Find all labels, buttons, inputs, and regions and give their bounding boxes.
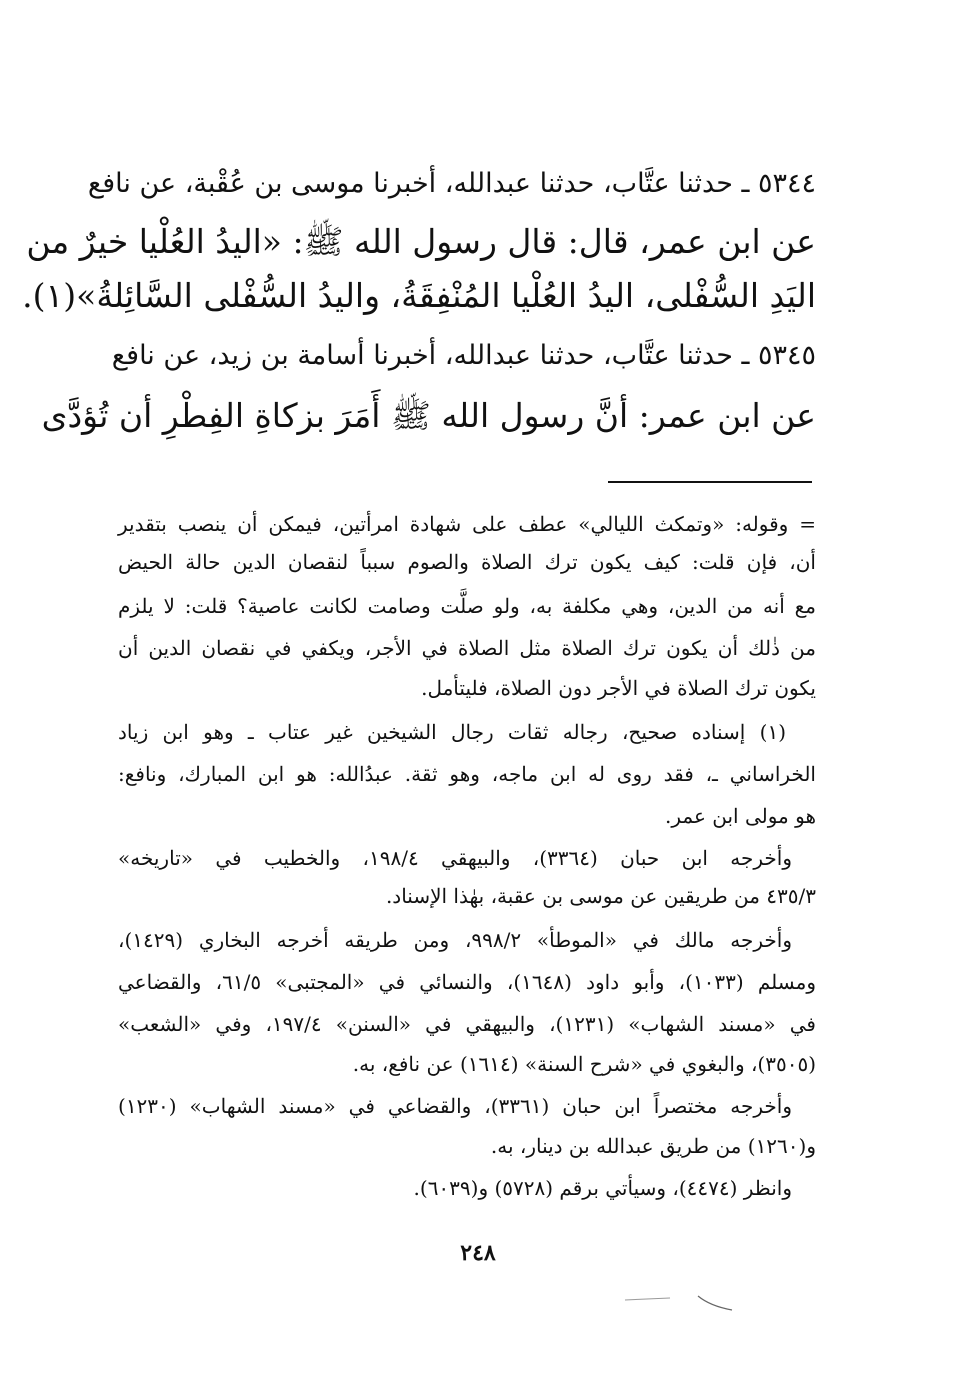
footnote-1-line: الخراساني ـ، فقد روى له ابن ماجه، وهو ثقة. عبدُالله: هو ابن المبارك، ونافع: — [118, 762, 816, 786]
footnote-1-line: وأخرجه ابن حبان (٣٣٦٤)، والبيهقي ١٩٨/٤، والخطيب في «تاريخه» — [118, 846, 793, 870]
footnote-line: يكون ترك الصلاة في الأجر دون الصلاة، فليتأمل. — [421, 676, 816, 700]
hadith-5344-line-3: اليَدِ السُّفْلى، اليدُ العُلْيا المُنْفِقَةُ، واليدُ السُّفْلى السَّائِلةُ»(١). — [22, 276, 816, 315]
hadith-5344-line-2: عن ابن عمر، قال: قال رسول الله ﷺ: «اليدُ العُلْيا خيرٌ من — [26, 222, 816, 261]
hadith-5344-line-1: ٥٣٤٤ ـ حدثنا عتَّاب، حدثنا عبدالله، أخبرنا موسى بن عُقْبة، عن نافع — [87, 168, 816, 199]
page-number: ٢٤٨ — [460, 1240, 496, 1266]
footnote-1-line: ٤٣٥/٣ من طريقين عن موسى بن عقبة، بهٰذا الإسناد. — [385, 884, 816, 908]
footnote-1-line: ومسلم (١٠٣٣)، وأبو داود (١٦٤٨)، والنسائي في «المجتبى» ٦١/٥، والقضاعي — [118, 970, 816, 994]
scan-artifact-mark — [620, 1292, 740, 1322]
footnote-line: أن، فإن قلت: كيف يكون ترك الصلاة والصوم سبباً لنقصان الدين حالة الحيض — [118, 550, 816, 574]
footnote-1-line: هو مولى ابن عمر. — [665, 804, 816, 828]
footnote-line: من ذٰلك أن يكون ترك الصلاة مثل الصلاة في الأجر، ويكفي في نقصان الدين أن — [118, 636, 816, 660]
footnote-1-line: في «مسند الشهاب» (١٢٣١)، والبيهقي في «السنن» ١٩٧/٤، وفي «الشعب» — [118, 1012, 816, 1036]
footnote-1-line: وأخرجه مختصراً ابن حبان (٣٣٦١)، والقضاعي في «مسند الشهاب» (١٢٣٠) — [118, 1094, 792, 1118]
footnote-line: مع أنه من الدين، وهي مكلفة به، ولو صلَّت وصامت لكانت عاصية؟ قلت: لا يلزم — [118, 594, 816, 618]
footnote-line: = وقوله: «وتمكث الليالي» عطف على شهادة امرأتين، فيمكن أن ينصب بتقدير — [118, 512, 816, 536]
hadith-5345-line-2: عن ابن عمر: أنَّ رسول الله ﷺ أَمَرَ بزكاةِ الفِطْرِ أن تُؤدَّى — [41, 396, 816, 435]
footnote-1-line: و(١٢٦٠) من طريق عبدالله بن دينار، به. — [490, 1134, 816, 1158]
footnote-divider — [608, 481, 812, 483]
footnote-1-line: (١) إسناده صحيح، رجاله ثقات رجال الشيخين غير عتاب ـ وهو ابن زياد — [118, 720, 786, 744]
footnote-1-line: وانظر (٤٤٧٤)، وسيأتي برقم (٥٧٢٨) و(٦٠٣٩). — [413, 1176, 792, 1200]
hadith-5345-line-1: ٥٣٤٥ ـ حدثنا عتَّاب، حدثنا عبدالله، أخبرنا أسامة بن زيد، عن نافع — [111, 340, 816, 371]
footnote-1-line: (٣٥٠٥)، والبغوي في «شرح السنة» (١٦١٤) عن نافع، به. — [352, 1052, 816, 1076]
footnote-1-line: وأخرجه مالك في «الموطأ» ٩٩٨/٢، ومن طريقه أخرجه البخاري (١٤٢٩)، — [118, 928, 792, 952]
